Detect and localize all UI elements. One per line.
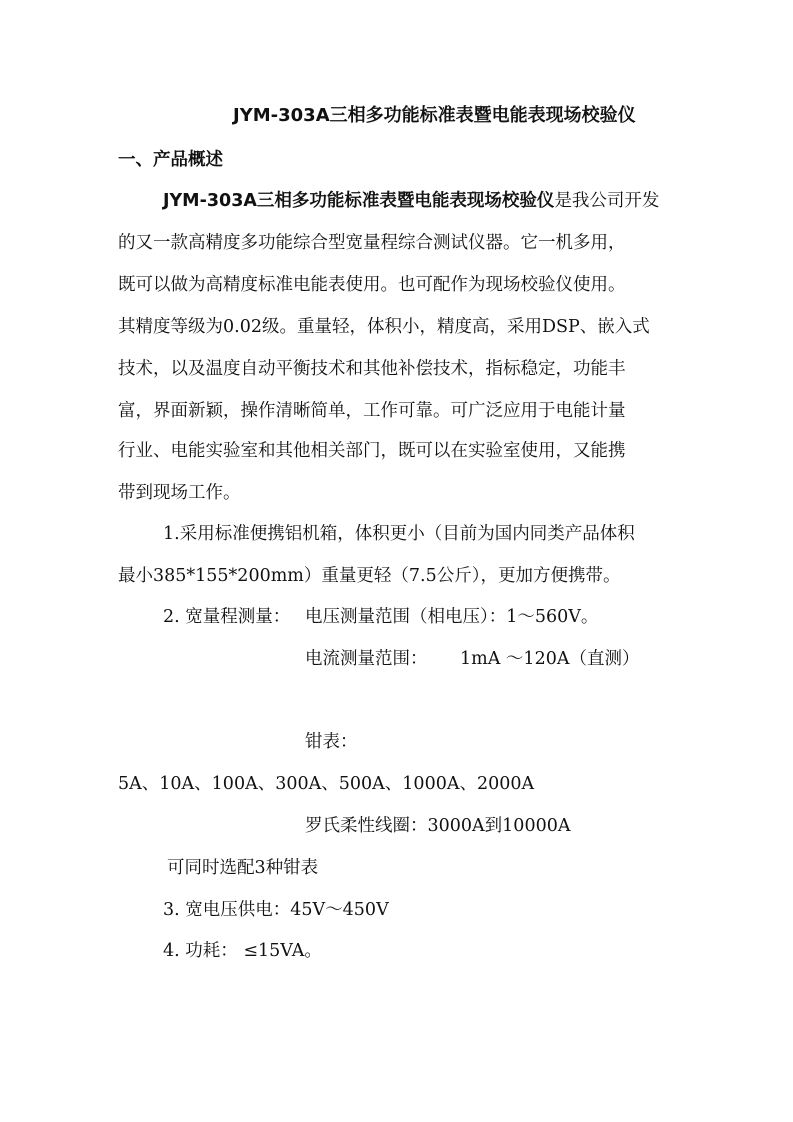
feature-2-voltage: 电压测量范围（相电压）：1～560V。 [305,607,599,627]
feature-2-current-value: 1mA ～120A（直测） [460,649,640,669]
feature-2-current-label: 电流测量范围： [305,649,428,669]
intro-paragraph-line-2: 的又一款高精度多功能综合型宽量程综合测试仪器。它一机多用， [118,233,626,253]
intro-paragraph-line-3: 既可以做为高精度标准电能表使用。也可配作为现场校验仪使用。 [118,275,626,295]
feature-4: 4. 功耗： ≤15VA。 [163,941,322,961]
clamp-values: 5A、10A、100A、300A、500A、1000A、2000A [118,774,535,794]
feature-1-line-2: 最小385*155*200mm）重量更轻（7.5公斤），更加方便携带。 [118,566,621,586]
intro-paragraph-line-5: 技术，以及温度自动平衡技术和其他补偿技术，指标稳定，功能丰 [118,359,626,379]
intro-paragraph-line-4: 其精度等级为0.02级。重量轻，体积小，精度高，采用DSP、嵌入式 [118,317,650,337]
intro-paragraph-line-7: 行业、电能实验室和其他相关部门，既可以在实验室使用，又能携 [118,441,626,461]
document-title: JYM-303A三相多功能标准表暨电能表现场校验仪 [233,105,636,126]
intro-paragraph-line-8: 带到现场工作。 [118,483,241,503]
feature-3: 3. 宽电压供电：45V～450V [163,900,389,920]
rogowski-coil: 罗氏柔性线圈：3000A到10000A [305,816,571,836]
clamp-note: 可同时选配3种钳表 [167,858,319,878]
feature-2-label: 2. 宽量程测量： [163,607,291,627]
intro-paragraph-line-6: 富，界面新颖，操作清晰简单，工作可靠。可广泛应用于电能计量 [118,401,626,421]
feature-1-line-1: 1.采用标准便携铝机箱，体积更小（目前为国内同类产品体积 [163,524,635,544]
clamp-label: 钳表： [305,732,358,752]
intro-text: 是我公司开发 [554,191,660,211]
section-heading: 一、产品概述 [118,150,223,170]
product-name: JYM-303A三相多功能标准表暨电能表现场校验仪 [163,191,555,211]
intro-paragraph-line-1 [163,189,659,213]
